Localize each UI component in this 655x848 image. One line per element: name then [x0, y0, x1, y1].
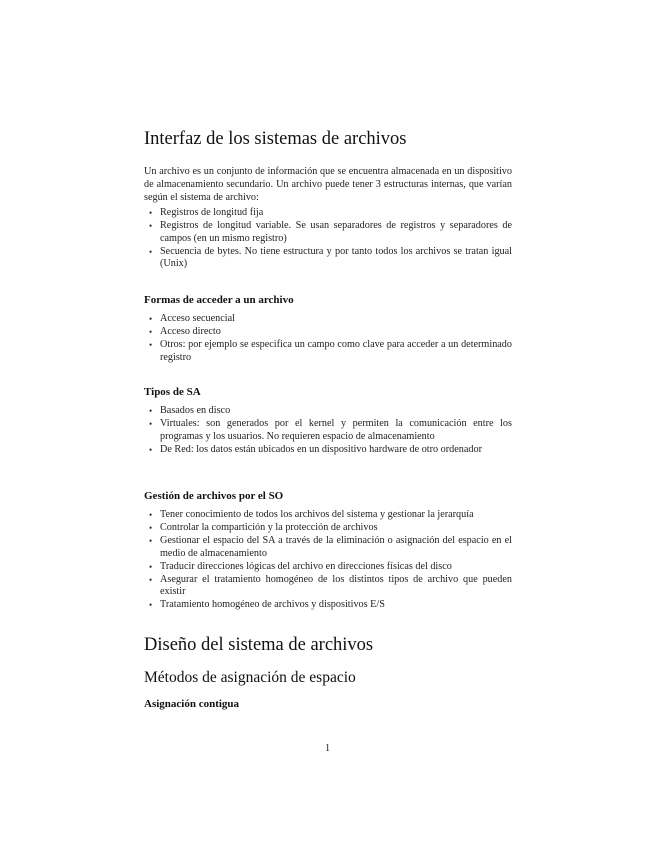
bullet-icon: • — [149, 600, 153, 611]
list-item: • Acceso secuencial — [149, 313, 235, 324]
bullet-icon: • — [149, 510, 153, 520]
bullet-icon: • — [149, 220, 153, 231]
list-item: • Tener conocimiento de todos los archivos del sistema y gestionar la jerarquía — [149, 509, 474, 520]
subsubsection-title-contigua: Asignación contigua — [144, 698, 240, 710]
access-heading: Formas de acceder a un archivo — [144, 294, 294, 306]
list-item: • Controlar la compartición y la protección de archivos — [149, 521, 378, 533]
bullet-icon: • — [149, 535, 153, 546]
bullet-icon: • — [149, 406, 153, 416]
subsection-title-metodos: Métodos de asignación de espacio — [144, 669, 356, 686]
list-item: • Gestionar el espacio del SA a través de la eliminación o asignación del espacio en el medio de almacenamiento — [149, 534, 512, 559]
list-item: • Tratamiento homogéneo de archivos y dispositivos E/S — [149, 599, 385, 611]
management-list — [149, 509, 512, 612]
list-item: • Secuencia de bytes. No tiene estructura y por tanto todos los archivos se tratan igual (Unix) — [149, 245, 512, 270]
list-item: • Virtuales: son generados por el kernel y permiten la comunicación entre los programas y los usuarios. No requieren espacio de almacenamiento — [149, 417, 512, 442]
bullet-icon: • — [149, 561, 153, 572]
structures-list — [149, 207, 512, 271]
bullet-icon: • — [149, 326, 153, 337]
section-title-diseno: Diseño del sistema de archivos — [144, 635, 374, 655]
bullet-icon: • — [149, 314, 153, 324]
page-number: 1 — [324, 743, 331, 754]
bullet-icon: • — [149, 246, 153, 257]
list-item: • Asegurar el tratamiento homogéneo de los distintos tipos de archivo que pueden existir — [149, 573, 512, 598]
types-list — [149, 405, 512, 457]
list-item: • Registros de longitud fija — [149, 207, 264, 218]
bullet-icon: • — [149, 574, 153, 585]
types-heading: Tipos de SA — [144, 386, 201, 398]
list-item: • De Red: los datos están ubicados en un dispositivo hardware de otro ordenador — [149, 443, 482, 455]
bullet-icon: • — [149, 444, 153, 455]
access-list — [149, 313, 512, 365]
bullet-icon: • — [149, 418, 153, 429]
list-item: • Acceso directo — [149, 325, 221, 337]
list-item: • Otros: por ejemplo se especifica un campo como clave para acceder a un determinado registro — [149, 338, 512, 363]
list-item: • Registros de longitud variable. Se usan separadores de registros y separadores de campos (en un mismo registro) — [149, 219, 512, 244]
bullet-icon: • — [149, 522, 153, 533]
management-heading: Gestión de archivos por el SO — [144, 490, 284, 502]
list-item: • Traducir direcciones lógicas del archivo en direcciones físicas del disco — [149, 560, 452, 572]
section-title-interfaz: Interfaz de los sistemas de archivos — [144, 129, 407, 149]
bullet-icon: • — [149, 339, 153, 350]
list-item: • Basados en disco — [149, 405, 231, 416]
intro-paragraph: Un archivo es un conjunto de información que se encuentra almacenada en un dispositivo de almacenamiento secundario. Un archivo puede tener 3 estructuras internas, que varían según el sistema de archivo: — [144, 166, 512, 203]
bullet-icon: • — [149, 208, 153, 218]
